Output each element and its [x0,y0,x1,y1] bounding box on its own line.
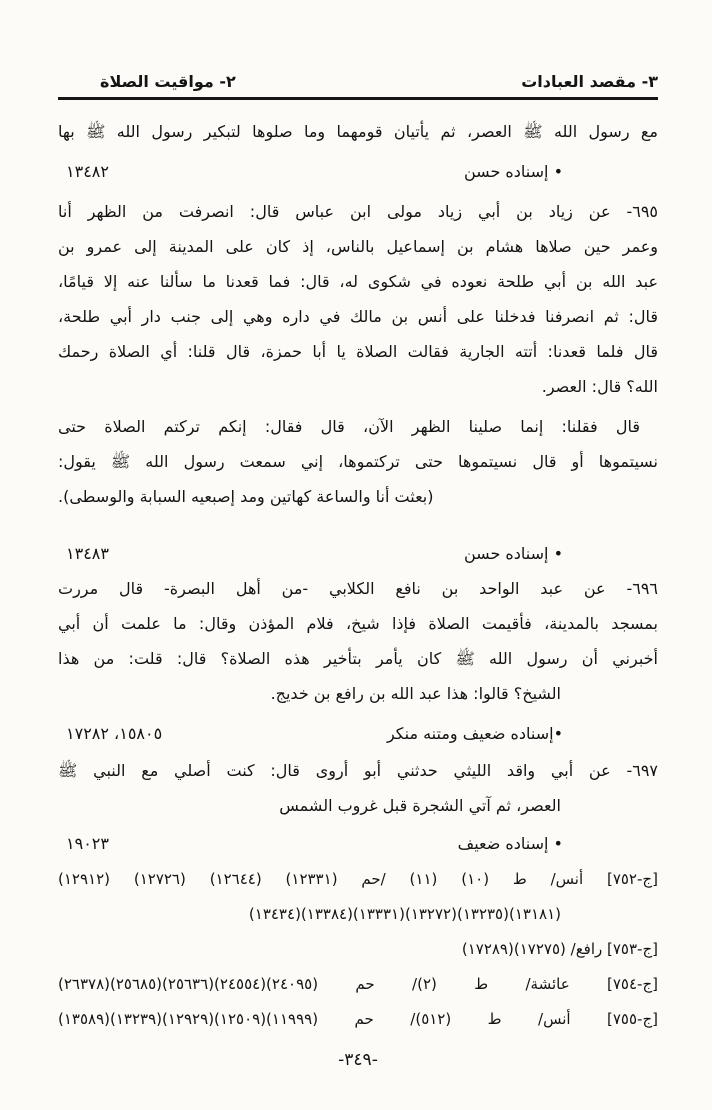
grading-label: •إسناده ضعيف ومتنه منكر [386,724,563,743]
page-number: -٣٤٩- [338,1050,378,1070]
page-body [58,114,658,1075]
hadith-text-line: وعمر حين صلاها هشام بن إسماعيل بالناس، إذ كان على المدينة إلى عمرو بن [58,237,658,256]
hadith-697 [58,753,658,823]
reference-line: [ج-٧٥٣] رافع/ (١٧٢٧٥)(١٧٢٨٩) [461,940,658,958]
grading-label: • إسناده حسن [463,544,563,563]
hadith-695 [58,194,658,404]
hadith-text-line: نسيتموها أو قال نسيتموها حتى تركتموها، إني سمعت رسول الله ﷺ يقول: [58,452,658,471]
hadith-text-line: بمسجد بالمدينة، فأقيمت الصلاة فإذا شيخ، فلام المؤذن وقال: ما علمت أن أبي [58,614,658,633]
hadith-number: ١٥٨٠٥، ١٧٢٨٢ [66,724,163,743]
hadith-text-line: ٦٩٧- عن أبي واقد الليثي حدثني أبو أروى قال: كنت أصلي مع النبي ﷺ [58,761,658,780]
grading-row [58,154,658,189]
hadith-text-line: عبد الله بن أبي طلحة نعوده في شكوى له، قال: فما قعدنا ما سألنا عنه إلا قيامًا، [58,272,658,291]
hadith-text-line: قال فلما قعدنا: أتته الجارية فقالت الصلاة يا أبا حمزة، قال قلنا: أي الصلاة رحمك [58,342,658,361]
reference-line: (١٣١٨١)(١٣٢٣٥)(١٣٢٧٢)(١٣٣٣١)(١٣٣٨٤)(١٣٤٣٤) [248,905,561,923]
running-header-section: ٣- مقصد العبادات [521,72,658,91]
grading-label: • إسناده ضعيف [457,834,563,853]
hadith-696 [58,571,658,711]
hadith-text-line: (بعثت أنا والساعة كهاتين ومد إصبعيه السبابة والوسطى). [58,487,434,506]
hadith-text-line: قال: ثم انصرفنا فدخلنا على أنس بن مالك في داره وهي إلى جنب دار أبي طلحة، [58,307,658,326]
hadith-text-line: قال فقلنا: إنما صلينا الظهر الآن، قال فقال: إنكم تركتم الصلاة حتى [58,417,640,436]
hadith-number: ١٣٤٨٣ [66,544,109,563]
hadith-695-continuation [58,409,658,514]
hadith-text-line: الشيخ؟ قالوا: هذا عبد الله بن رافع بن خديج. [270,684,561,703]
reference-line: [ج-٧٥٤] عائشة/ ط (٢)/ حم (٢٤٠٩٥)(٢٤٥٥٤)(٢٥٦٣٦)(٢٥٦٨٥)(٢٦٣٧٨) [58,975,658,993]
hadith-text-line: الله؟ قال: العصر. [541,377,658,396]
hadith-number: ١٩٠٢٣ [66,834,109,853]
hadith-number: ١٣٤٨٢ [66,162,109,181]
hadith-text-line: أخبرني أن رسول الله ﷺ كان يأمر بتأخير هذه الصلاة؟ قال: قلت: من هذا [58,649,658,668]
hadith-text-line: العصر، ثم آتي الشجرة قبل غروب الشمس [279,796,561,815]
grading-row [58,826,658,861]
grading-row [58,716,658,751]
hadith-text-line: ٦٩٥- عن زياد بن أبي زياد مولى ابن عباس قال: انصرفت من الظهر أنا [58,202,658,221]
hadith-text-line: مع رسول الله ﷺ العصر، ثم يأتيان قومهما وما صلوها لتبكير رسول الله ﷺ بها [58,122,658,141]
grading-label: • إسناده حسن [463,162,563,181]
header-divider [58,97,658,100]
grading-row [58,536,658,571]
running-header [58,0,658,91]
takhrij-references [58,862,658,1037]
hadith-text-line: ٦٩٦- عن عبد الواحد بن نافع الكلابي -من أهل البصرة- قال مررت [58,579,658,598]
reference-line: [ج-٧٥٥] أنس/ ط (٥١٢)/ حم (١١٩٩٩)(١٢٥٠٩)(١٢٩٢٩)(١٣٢٣٩)(١٣٥٨٩) [58,1010,658,1028]
reference-line: [ج-٧٥٢] أنس/ ط (١٠) (١١) /حم (١٢٣٣١) (١٢٦٤٤) (١٢٧٢٦) (١٢٩١٢) [58,870,658,888]
running-header-chapter: ٢- مواقيت الصلاة [100,72,236,91]
